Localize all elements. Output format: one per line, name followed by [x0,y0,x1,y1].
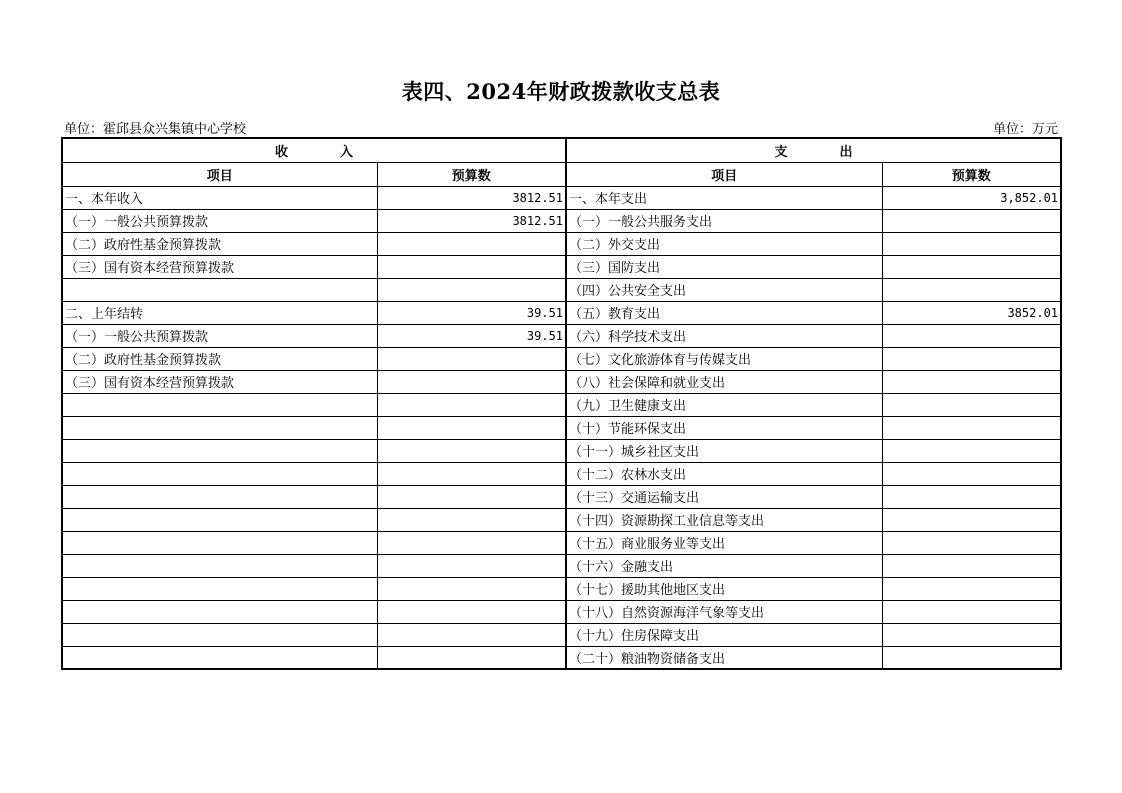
budget-table [61,137,1062,670]
expense-item-cell: （一）一般公共服务支出 [566,209,882,232]
income-amount-cell [377,623,566,646]
income-amount-cell [377,370,566,393]
income-item-cell: （三）国有资本经营预算拨款 [62,255,377,278]
expense-item-cell: （十九）住房保障支出 [566,623,882,646]
income-amount-header: 预算数 [377,162,566,186]
expense-amount-cell [882,577,1061,600]
expense-amount-cell [882,324,1061,347]
income-amount-cell: 3812.51 [377,209,566,232]
table-row [62,600,1061,623]
table-row [62,278,1061,301]
income-section-header: 收 入 [62,138,566,162]
expense-amount-cell [882,623,1061,646]
table-row [62,393,1061,416]
table-row [62,347,1061,370]
income-item-cell [62,577,377,600]
expense-amount-cell: 3852.01 [882,301,1061,324]
expense-amount-cell [882,439,1061,462]
income-item-cell [62,554,377,577]
expense-amount-cell [882,232,1061,255]
unit-currency: 单位：万元 [992,122,1058,137]
income-item-cell: （二）政府性基金预算拨款 [62,347,377,370]
income-amount-cell: 3812.51 [377,186,566,209]
income-item-cell: （三）国有资本经营预算拨款 [62,370,377,393]
expense-item-cell: （六）科学技术支出 [566,324,882,347]
expense-amount-cell [882,485,1061,508]
table-row [62,531,1061,554]
income-item-cell [62,531,377,554]
expense-item-cell: （十一）城乡社区支出 [566,439,882,462]
income-item-cell: （一）一般公共预算拨款 [62,324,377,347]
expense-amount-cell [882,255,1061,278]
income-amount-cell [377,278,566,301]
income-item-cell: 二、上年结转 [62,301,377,324]
income-amount-cell [377,600,566,623]
expense-item-cell: （十二）农林水支出 [566,462,882,485]
table-row [62,508,1061,531]
expense-amount-cell: 3,852.01 [882,186,1061,209]
income-amount-cell [377,577,566,600]
expense-item-cell: （七）文化旅游体育与传媒支出 [566,347,882,370]
income-amount-cell [377,416,566,439]
table-row [62,439,1061,462]
expense-item-cell: （十五）商业服务业等支出 [566,531,882,554]
income-item-cell: （一）一般公共预算拨款 [62,209,377,232]
income-item-cell: （二）政府性基金预算拨款 [62,232,377,255]
table-row [62,485,1061,508]
income-amount-cell [377,531,566,554]
budget-table-body [62,138,1061,669]
expense-amount-cell [882,347,1061,370]
table-row [62,324,1061,347]
expense-item-cell: （九）卫生健康支出 [566,393,882,416]
expense-amount-cell [882,531,1061,554]
expense-item-cell: （四）公共安全支出 [566,278,882,301]
income-amount-cell [377,646,566,669]
table-row [62,186,1061,209]
expense-item-cell: （十六）金融支出 [566,554,882,577]
income-item-cell [62,508,377,531]
income-amount-cell: 39.51 [377,301,566,324]
income-item-cell [62,623,377,646]
expense-item-cell: （二十）粮油物资储备支出 [566,646,882,669]
expense-item-header: 项目 [566,162,882,186]
expense-item-cell: （十八）自然资源海洋气象等支出 [566,600,882,623]
income-item-cell [62,278,377,301]
income-item-cell [62,600,377,623]
column-header-row [62,162,1061,186]
expense-item-cell: （十三）交通运输支出 [566,485,882,508]
expense-item-cell: 一、本年支出 [566,186,882,209]
income-item-cell [62,646,377,669]
income-amount-cell [377,554,566,577]
page-title: 表四、2024年财政拨款收支总表 [401,79,721,104]
table-row [62,416,1061,439]
expense-amount-header: 预算数 [882,162,1061,186]
expense-item-cell: （五）教育支出 [566,301,882,324]
expense-amount-cell [882,209,1061,232]
income-amount-cell [377,232,566,255]
table-row [62,554,1061,577]
expense-amount-cell [882,416,1061,439]
income-item-cell [62,393,377,416]
income-amount-cell [377,347,566,370]
income-amount-cell [377,508,566,531]
table-row [62,255,1061,278]
expense-item-cell: （十四）资源勘探工业信息等支出 [566,508,882,531]
table-row [62,623,1061,646]
expense-amount-cell [882,462,1061,485]
expense-item-cell: （十七）援助其他地区支出 [566,577,882,600]
expense-amount-cell [882,646,1061,669]
income-item-cell [62,439,377,462]
table-row [62,577,1061,600]
expense-section-header: 支 出 [566,138,1061,162]
expense-item-cell: （八）社会保障和就业支出 [566,370,882,393]
income-amount-cell [377,393,566,416]
table-row [62,646,1061,669]
table-row [62,301,1061,324]
expense-amount-cell [882,600,1061,623]
income-item-cell [62,416,377,439]
income-item-cell [62,485,377,508]
table-row [62,462,1061,485]
unit-organization: 单位：霍邱县众兴集镇中心学校 [64,122,247,137]
expense-amount-cell [882,370,1061,393]
expense-amount-cell [882,393,1061,416]
income-item-cell: 一、本年收入 [62,186,377,209]
section-header-row [62,138,1061,162]
expense-item-cell: （十）节能环保支出 [566,416,882,439]
expense-amount-cell [882,508,1061,531]
income-amount-cell: 39.51 [377,324,566,347]
income-amount-cell [377,255,566,278]
expense-amount-cell [882,554,1061,577]
income-item-cell [62,462,377,485]
expense-item-cell: （二）外交支出 [566,232,882,255]
income-amount-cell [377,439,566,462]
table-row [62,232,1061,255]
expense-amount-cell [882,278,1061,301]
income-item-header: 项目 [62,162,377,186]
table-row [62,209,1061,232]
income-amount-cell [377,462,566,485]
expense-item-cell: （三）国防支出 [566,255,882,278]
income-amount-cell [377,485,566,508]
table-row [62,370,1061,393]
